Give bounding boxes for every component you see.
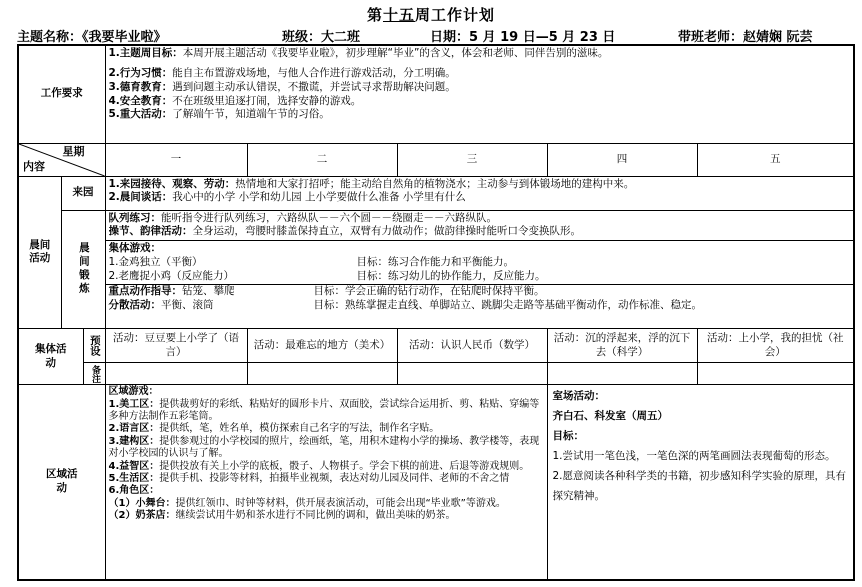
room-head: 室场活动： xyxy=(552,390,605,403)
area-item: 6.角色区： xyxy=(108,485,160,497)
remark-label: 备注 xyxy=(83,363,105,385)
plan-day-2: 活动：最难忘的地方（美术） xyxy=(247,329,397,363)
exercise-label: 晨间锻炼 xyxy=(61,210,105,329)
title-prefix: 第 xyxy=(366,6,383,24)
class-label: 班级：大二班 xyxy=(282,30,361,45)
theme-label: 主题名称：《我要毕业啦》 xyxy=(17,30,167,45)
day-header-2: 二 xyxy=(247,143,397,176)
group-activity-label: 集体活动 xyxy=(18,329,83,385)
room-goal: 1.尝试用一笔色浅，一笔色深的两笔画圆法表现葡萄的形态。 xyxy=(552,450,836,463)
work-item: 2.行为习惯：能自主布置游戏场地，与他人合作进行游戏活动，分工明确。 xyxy=(108,66,456,79)
days-row xyxy=(18,143,854,176)
title-week: 十五 xyxy=(382,6,415,24)
area-item: 3.建构区：提供参观过的小学校园的照片，绘画纸，笔，用积木建构小学的操场、教学楼等，表现对小学校园的认识与了解。 xyxy=(108,435,540,460)
area-item: 1.美工区：提供裁剪好的彩纸、粘贴好的圆形卡片、双面胶，尝试综合运用折、剪、粘贴、穿编等多种方法制作五彩笔筒。 xyxy=(108,398,540,422)
work-item: 5.重大活动：了解端午节，知道端午节的习俗。 xyxy=(108,108,330,121)
room-goal: 2.愿意阅读各种科学类的书籍，初步感知科学实验的原理，具有探究精神。 xyxy=(552,469,847,502)
game-line: 1.金鸡独立（平衡） 目标：练习合作能力和平衡能力。 xyxy=(108,256,514,269)
corner-bottom-label: 内容 xyxy=(23,159,45,173)
title-suffix: 周工作计划 xyxy=(415,6,496,24)
plan-day-1: 活动：豆豆要上小学了（语言） xyxy=(105,329,247,363)
day-header-1: 一 xyxy=(105,143,247,176)
area-room xyxy=(547,385,854,580)
morning-label: 晨间活动 xyxy=(18,176,61,329)
remark-row xyxy=(18,363,854,385)
work-item: 1.主题周目标：本周开展主题活动《我要毕业啦》，初步理解“毕业”的含义，体会和老师、同伴告别的滋味。 xyxy=(108,47,609,59)
date-label: 日期：5 月 19 日—5 月 23 日 xyxy=(430,30,616,45)
plan-label: 预设 xyxy=(83,329,105,363)
key-line: 重点动作指导：钻笼、攀爬 目标：学会正确的钻行动作，在钻爬时保持平衡。 xyxy=(106,284,854,299)
plan-table-frame xyxy=(17,44,853,582)
work-label: 工作要求 xyxy=(18,45,105,143)
arrival-content xyxy=(105,176,854,210)
area-head: 区域游戏： xyxy=(108,386,159,398)
day-header-5: 五 xyxy=(697,143,854,176)
plan-day-5: 活动：上小学，我的担忧（社会） xyxy=(697,329,854,363)
games-head: 集体游戏： xyxy=(108,242,161,255)
area-item: 4.益智区：提供投放有关上小学的底板，骰子、人物棋子。学会下棋的前进、后退等游戏规则。 xyxy=(108,460,530,472)
page-title xyxy=(0,4,862,25)
plan-row xyxy=(18,329,854,363)
corner-top-label: 星期 xyxy=(62,144,85,158)
remark-day-5 xyxy=(697,363,854,385)
games-row xyxy=(18,241,854,329)
game-line: 2.老鹰捉小鸡（反应能力） 目标：练习幼儿的协作能力，反应能力。 xyxy=(108,269,546,282)
group-line: 分散活动：平衡、滚筒 目标：熟练掌握走直线、单脚站立、跳脚尖走路等基础平衡动作，动作标准、稳定。 xyxy=(108,298,702,311)
area-item: 2.语言区：提供纸，笔，姓名单，模仿探索自己名字的写法，制作名字贴。 xyxy=(108,423,440,435)
drill-content xyxy=(105,210,854,241)
day-header-4: 四 xyxy=(547,143,697,176)
work-row xyxy=(18,45,854,143)
plan-table xyxy=(17,44,855,581)
drill-row xyxy=(18,210,854,241)
gym-line: 操节、韵律活动：全身运动，弯腰时膝盖保持直立，双臂有力做动作；做韵律操时能听口令变换队形。 xyxy=(108,225,581,238)
days-corner xyxy=(18,143,105,176)
remark-day-1 xyxy=(105,363,247,385)
arrival-line: 2.晨间谈话：我心中的小学 小学和幼儿园 上小学要做什么准备 小学里有什么 xyxy=(108,191,466,204)
work-item: 3.德育教育：遇到问题主动承认错误，不撒谎，并尝试寻求帮助解决问题。 xyxy=(108,80,456,93)
remark-day-2 xyxy=(247,363,397,385)
remark-day-4 xyxy=(547,363,697,385)
drill-line: 队列练习：能听指令进行队列练习，六路纵队－－六个圆－－绕圈走－－六路纵队。 xyxy=(108,211,497,224)
arrival-label: 来园 xyxy=(61,176,105,210)
arrival-row xyxy=(18,176,854,210)
day-header-3: 三 xyxy=(397,143,547,176)
area-item: 5.生活区：提供手机、投影等材料，拍摄毕业视频，表达对幼儿园及同伴、老师的不舍之情 xyxy=(108,472,510,484)
arrival-line: 1.来园接待、观察、劳动：热情地和大家打招呼；能主动给自然角的植物浇水；主动参与到体锻场地的建构中来。 xyxy=(108,177,635,190)
area-row xyxy=(18,385,854,580)
work-content xyxy=(105,45,854,143)
remark-day-3 xyxy=(397,363,547,385)
room-goal-head: 目标： xyxy=(552,430,584,443)
plan-day-3: 活动：认识人民币（数学） xyxy=(397,329,547,363)
plan-day-4: 活动：沉的浮起来，浮的沉下去（科学） xyxy=(547,329,697,363)
work-item: 4.安全教育：不在班级里追逐打闹，选择安静的游戏。 xyxy=(108,94,362,107)
teacher-label: 带班老师：赵婧娴 阮芸 xyxy=(678,30,813,45)
room-name: 齐白石、科发室（周五） xyxy=(552,410,668,423)
area-item: （2）奶茶店：继续尝试用牛奶和茶水进行不同比例的调和，做出美味的奶茶。 xyxy=(108,510,456,522)
area-item: （1）小舞台：提供红领巾、时钟等材料，供开展表演活动，可能会出现“毕业歌”等游戏。 xyxy=(108,497,506,509)
games-content xyxy=(105,241,854,329)
area-games xyxy=(105,385,547,580)
area-label: 区域活动 xyxy=(18,385,105,580)
